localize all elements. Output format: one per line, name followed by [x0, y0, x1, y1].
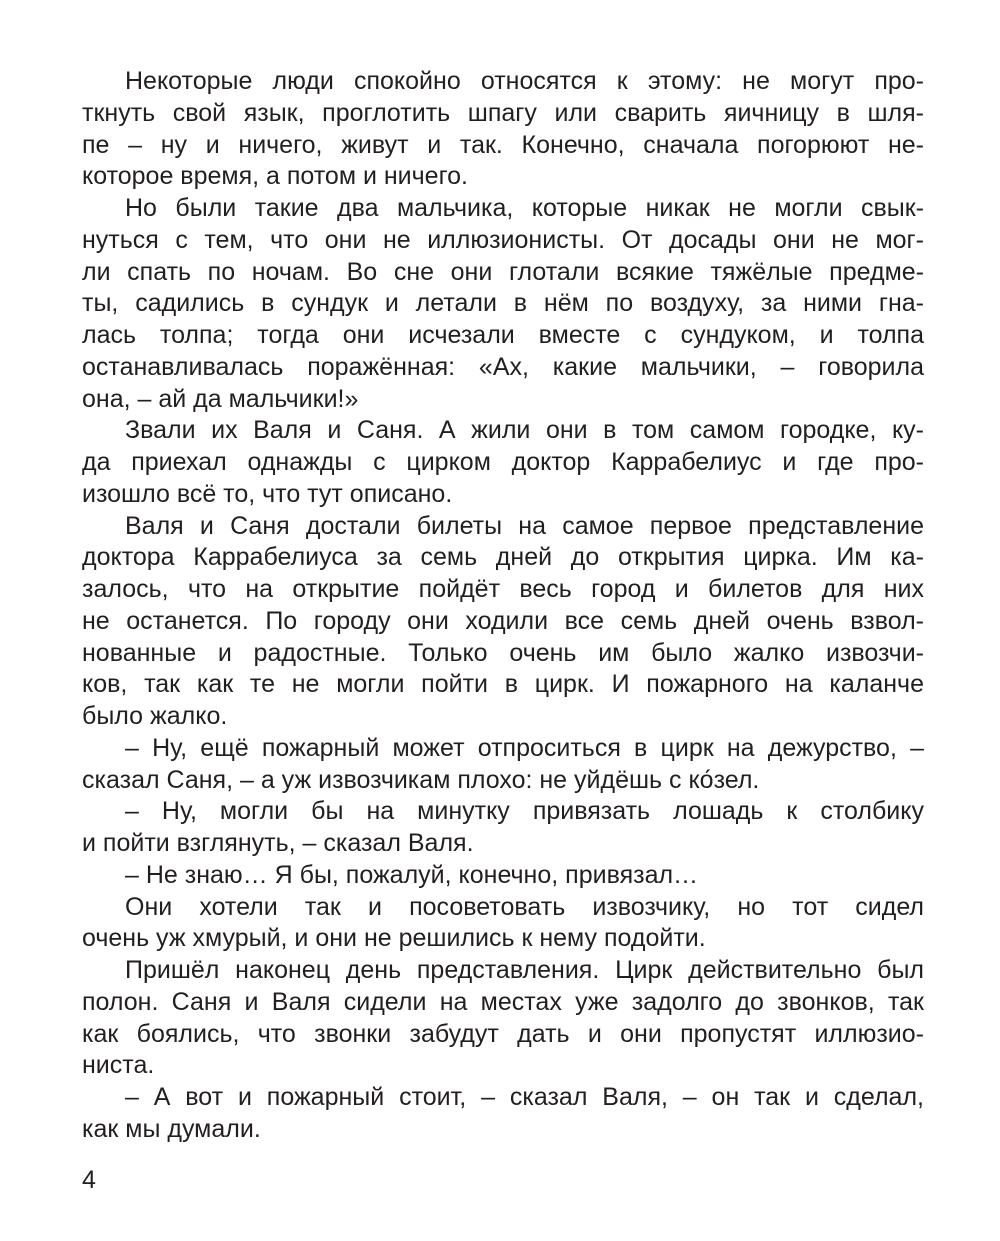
text-line: полон. Саня и Валя сидели на местах уже задолго до звонков, так: [82, 987, 924, 1016]
text-line: лась толпа; тогда они исчезали вместе с сундуком, и толпа: [82, 321, 924, 349]
text-line: очень уж хмурый, и они не решились к нему подойти.: [82, 924, 706, 953]
text-line: Некоторые люди спокойно относятся к этому: не могут про-: [125, 67, 924, 95]
text-line: которое время, а потом и ничего.: [82, 162, 468, 191]
text-line: ли спать по ночам. Во сне они глотали всякие тяжёлые предме-: [82, 257, 924, 286]
text-line: Звали их Валя и Саня. А жили они в том самом городке, ку-: [125, 416, 924, 445]
text-line: залось, что на открытие пойдёт весь город и билетов для них: [82, 575, 924, 603]
text-line: сказал Саня, – а уж извозчикам плохо: не уйдёшь с ко́зел.: [82, 765, 760, 794]
text-line: пе – ну и ничего, живут и так. Конечно, сначала погорюют не-: [82, 130, 924, 159]
text-line: было жалко.: [82, 702, 228, 730]
text-line: Пришёл наконец день представления. Цирк действительно был: [125, 956, 924, 984]
text-line: ткнуть свой язык, проглотить шпагу или сварить яичницу в шля-: [82, 98, 924, 127]
text-line: и пойти взглянуть, – сказал Валя.: [82, 829, 474, 857]
text-line: – Ну, могли бы на минутку привязать лошадь к столбику: [125, 797, 924, 826]
text-line: нованные и радостные. Только очень им было жалко извозчи-: [82, 638, 924, 667]
body-text: [82, 66, 924, 1146]
text-line: Но были такие два мальчика, которые никак не могли свык-: [125, 194, 924, 222]
text-line: доктора Каррабелиуса за семь дней до открытия цирка. Им ка-: [82, 543, 924, 572]
text-line: как мы думали.: [82, 1114, 261, 1143]
text-line: Валя и Саня достали билеты на самое первое представление: [125, 511, 924, 540]
text-line: изошло всё то, что тут описано.: [82, 479, 453, 508]
text-line: ниста.: [82, 1051, 155, 1080]
text-line: нуться с тем, что они не иллюзионисты. От досады они не мог-: [82, 225, 924, 254]
text-line: да приехал однажды с цирком доктор Каррабелиус и где про-: [82, 448, 924, 476]
text-line: Они хотели так и посоветовать извозчику, но тот сидел: [125, 892, 924, 921]
page-number: 4: [82, 1166, 96, 1194]
text-line: она, – ай да мальчики!»: [82, 384, 359, 413]
text-line: останавливалась поражённая: «Ах, какие мальчики, – говорила: [82, 352, 924, 381]
text-line: ты, садились в сундук и летали в нём по воздуху, за ними гна-: [82, 289, 924, 318]
text-line: не останется. По городу они ходили все семь дней очень взвол-: [82, 606, 924, 635]
text-line: – Ну, ещё пожарный может отпроситься в цирк на дежурство, –: [125, 733, 924, 762]
text-line: как боялись, что звонки забудут дать и они пропустят иллюзио-: [82, 1019, 924, 1048]
text-line: ков, так как те не могли пойти в цирк. И пожарного на каланче: [82, 670, 924, 699]
text-line: – Не знаю… Я бы, пожалуй, конечно, привязал…: [125, 860, 699, 889]
text-line: – А вот и пожарный стоит, – сказал Валя, – он так и сделал,: [125, 1083, 924, 1111]
